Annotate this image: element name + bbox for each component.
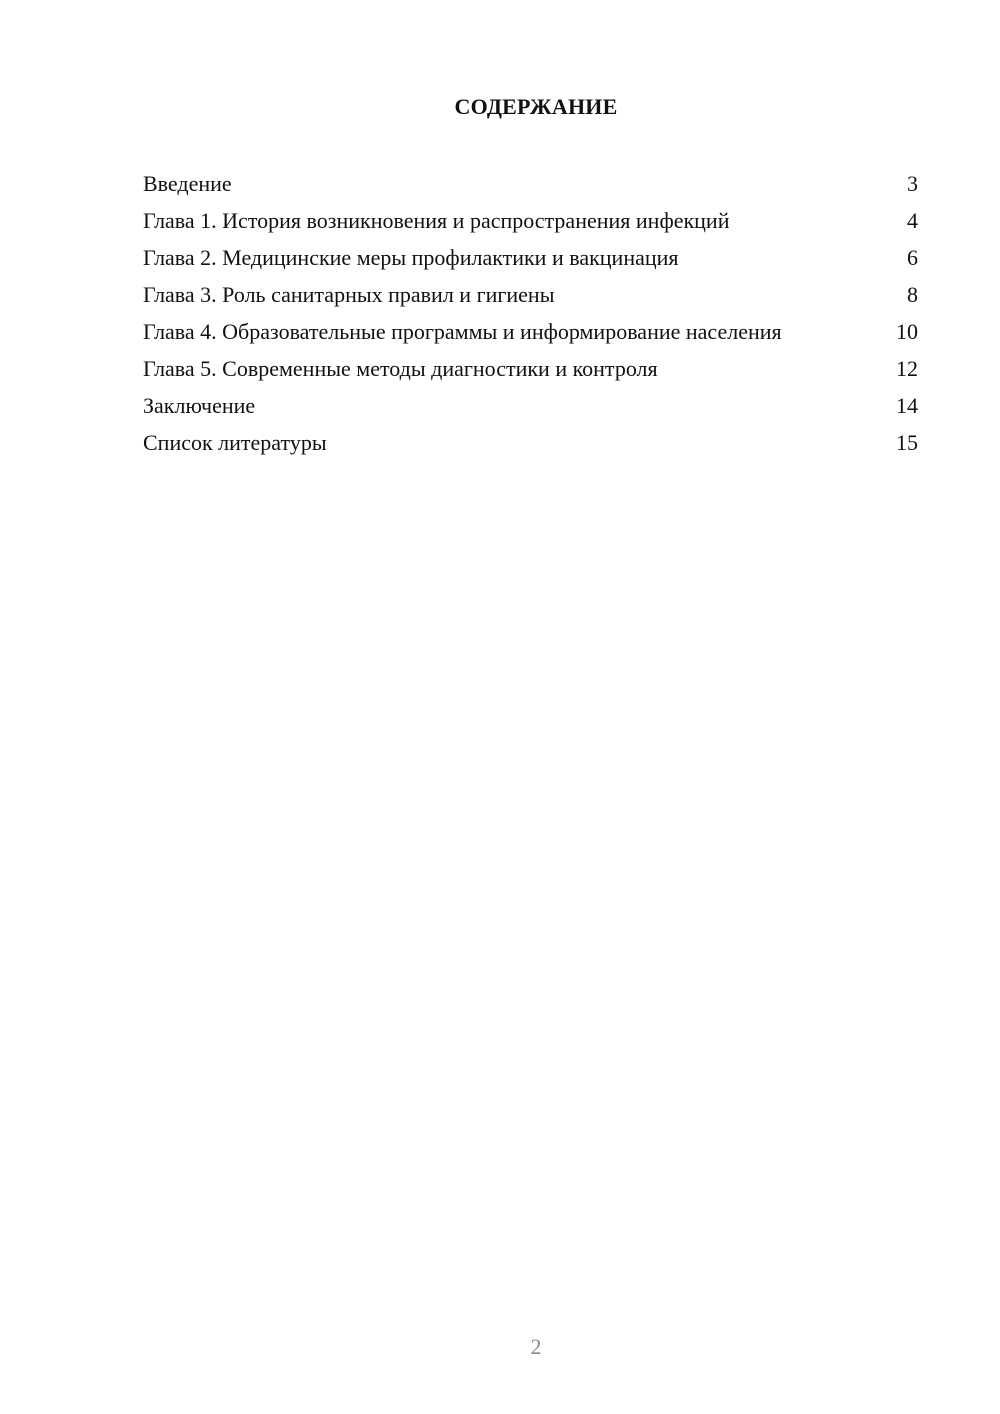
toc-entry-references bbox=[143, 429, 918, 456]
toc-entry-title: Глава 5. Современные методы диагностики и контроля bbox=[143, 356, 658, 381]
toc-entry-title: Глава 4. Образовательные программы и информирование населения bbox=[143, 319, 782, 344]
toc-entry-page: 8 bbox=[907, 282, 918, 307]
toc-entry-chapter-1 bbox=[143, 207, 918, 234]
page-title: СОДЕРЖАНИЕ bbox=[454, 94, 618, 119]
toc-entry-title: Глава 1. История возникновения и распространения инфекций bbox=[143, 208, 730, 233]
toc-entry-chapter-3 bbox=[143, 281, 918, 308]
page-number: 2 bbox=[530, 1334, 542, 1359]
toc-entry-page: 12 bbox=[896, 356, 918, 381]
toc-entry-title: Глава 3. Роль санитарных правил и гигиены bbox=[143, 282, 555, 307]
toc-entry-page: 15 bbox=[896, 430, 918, 455]
toc-entry-title: Заключение bbox=[143, 393, 256, 418]
toc-entry-title: Введение bbox=[143, 171, 232, 196]
toc-entry-page: 6 bbox=[907, 245, 918, 270]
toc-entry-title: Глава 2. Медицинские меры профилактики и вакцинация bbox=[143, 245, 679, 270]
toc-entry-title: Список литературы bbox=[143, 430, 327, 455]
toc-entry-chapter-4 bbox=[143, 318, 918, 345]
toc-entry-page: 10 bbox=[896, 319, 918, 344]
toc-entry-chapter-2 bbox=[143, 244, 918, 271]
toc-entry-chapter-5 bbox=[143, 355, 918, 382]
table-of-contents bbox=[143, 170, 918, 466]
toc-entry-introduction bbox=[143, 170, 918, 197]
toc-entry-page: 4 bbox=[907, 208, 918, 233]
toc-entry-conclusion bbox=[143, 392, 918, 419]
toc-entry-page: 14 bbox=[896, 393, 918, 418]
toc-entry-page: 3 bbox=[907, 171, 918, 196]
